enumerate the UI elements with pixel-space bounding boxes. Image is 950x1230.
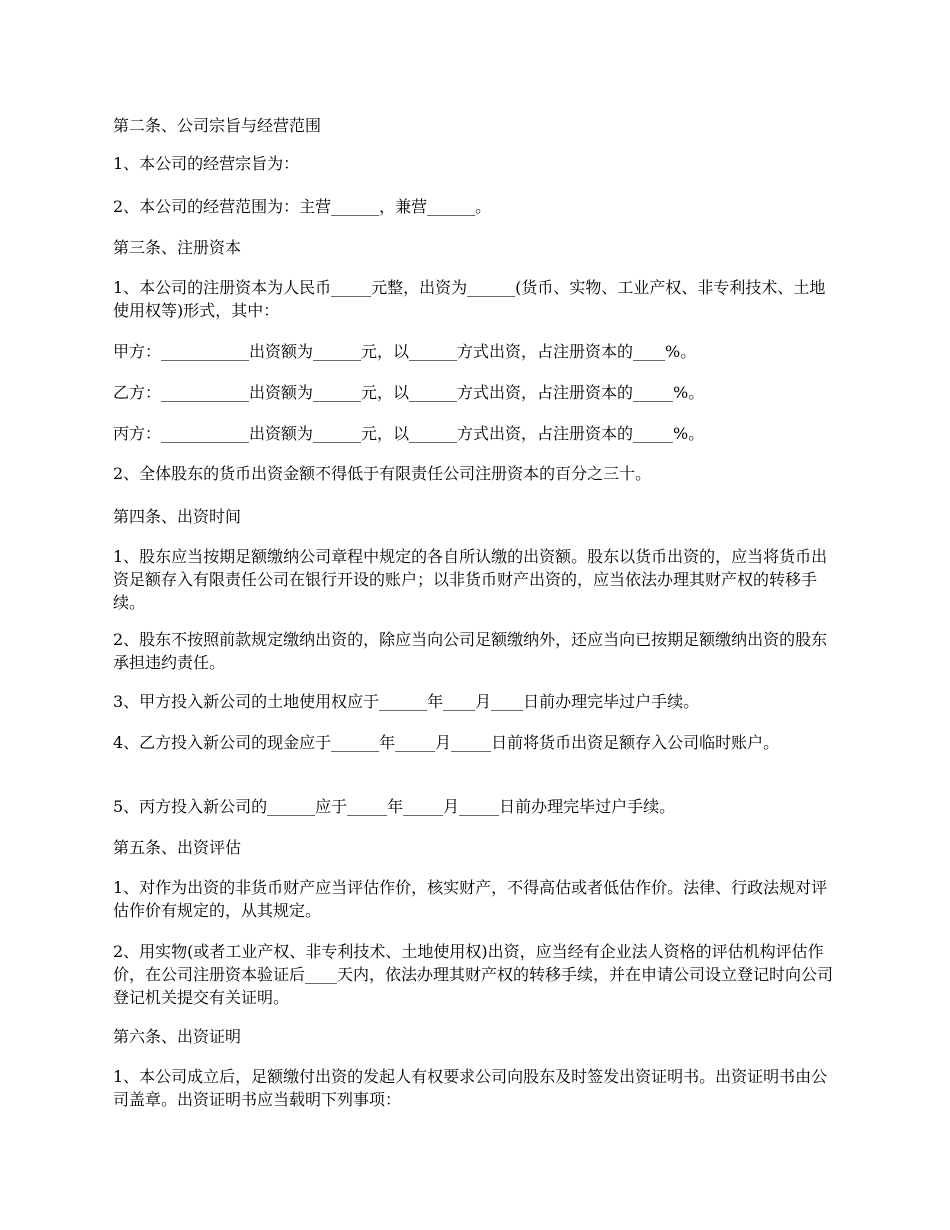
article-4-heading: 第四条、出资时间 <box>113 507 242 526</box>
party-b-contribution: 乙方：___________出资额为______元，以______方式出资，占注册资本的_____%。 <box>113 383 705 402</box>
article-5-clause-2: 2、用实物(或者工业产权、非专利技术、土地使用权)出资，应当经有企业法人资格的评估机构评估作价，在公司注册资本验证后____天内，依法办理其财产权的转移手续，并在申请公司设立登记时向公司登记机关提交有关证明。 <box>113 942 834 1007</box>
party-c-contribution: 丙方：___________出资额为______元，以______方式出资，占注册资本的_____%。 <box>113 424 705 443</box>
article-4-clause-1: 1、股东应当按期足额缴纳公司章程中规定的各自所认缴的出资额。股东以货币出资的，应当将货币出资足额存入有限责任公司在银行开设的账户；以非货币财产出资的，应当依法办理其财产权的转移手续。 <box>113 547 828 612</box>
article-4-clause-5: 5、丙方投入新公司的______应于_____年_____月_____日前办理完毕过户手续。 <box>113 797 676 816</box>
article-6-heading: 第六条、出资证明 <box>113 1027 242 1046</box>
article-2-clause-1: 1、本公司的经营宗旨为： <box>113 154 300 173</box>
article-3-clause-1: 1、本公司的注册资本为人民币_____元整，出资为______(货币、实物、工业产权、非专利技术、土地使用权等)形式，其中： <box>113 278 826 320</box>
article-5-clause-1: 1、对作为出资的非货币财产应当评估作价，核实财产，不得高估或者低估作价。法律、行政法规对评估作价有规定的，从其规定。 <box>113 878 828 920</box>
party-a-contribution: 甲方：___________出资额为______元，以______方式出资，占注册资本的____%。 <box>113 342 697 361</box>
article-3-heading: 第三条、注册资本 <box>113 238 242 257</box>
article-4-clause-4: 4、乙方投入新公司的现金应于______年_____月_____日前将货币出资足额存入公司临时账户。 <box>113 733 780 752</box>
article-5-heading: 第五条、出资评估 <box>113 838 242 857</box>
article-2-clause-2: 2、本公司的经营范围为：主营______，兼营______。 <box>113 197 492 216</box>
article-3-clause-2: 2、全体股东的货币出资金额不得低于有限责任公司注册资本的百分之三十。 <box>113 464 652 483</box>
article-6-clause-1: 1、本公司成立后，足额缴付出资的发起人有权要求公司向股东及时签发出资证明书。出资证明书由公司盖章。出资证明书应当载明下列事项： <box>113 1067 828 1109</box>
article-4-clause-2: 2、股东不按照前款规定缴纳出资的，除应当向公司足额缴纳外，还应当向已按期足额缴纳出资的股东承担违约责任。 <box>113 630 828 672</box>
article-4-clause-3: 3、甲方投入新公司的土地使用权应于______年____月____日前办理完毕过户手续。 <box>113 692 700 711</box>
article-2-heading: 第二条、公司宗旨与经营范围 <box>113 116 322 135</box>
